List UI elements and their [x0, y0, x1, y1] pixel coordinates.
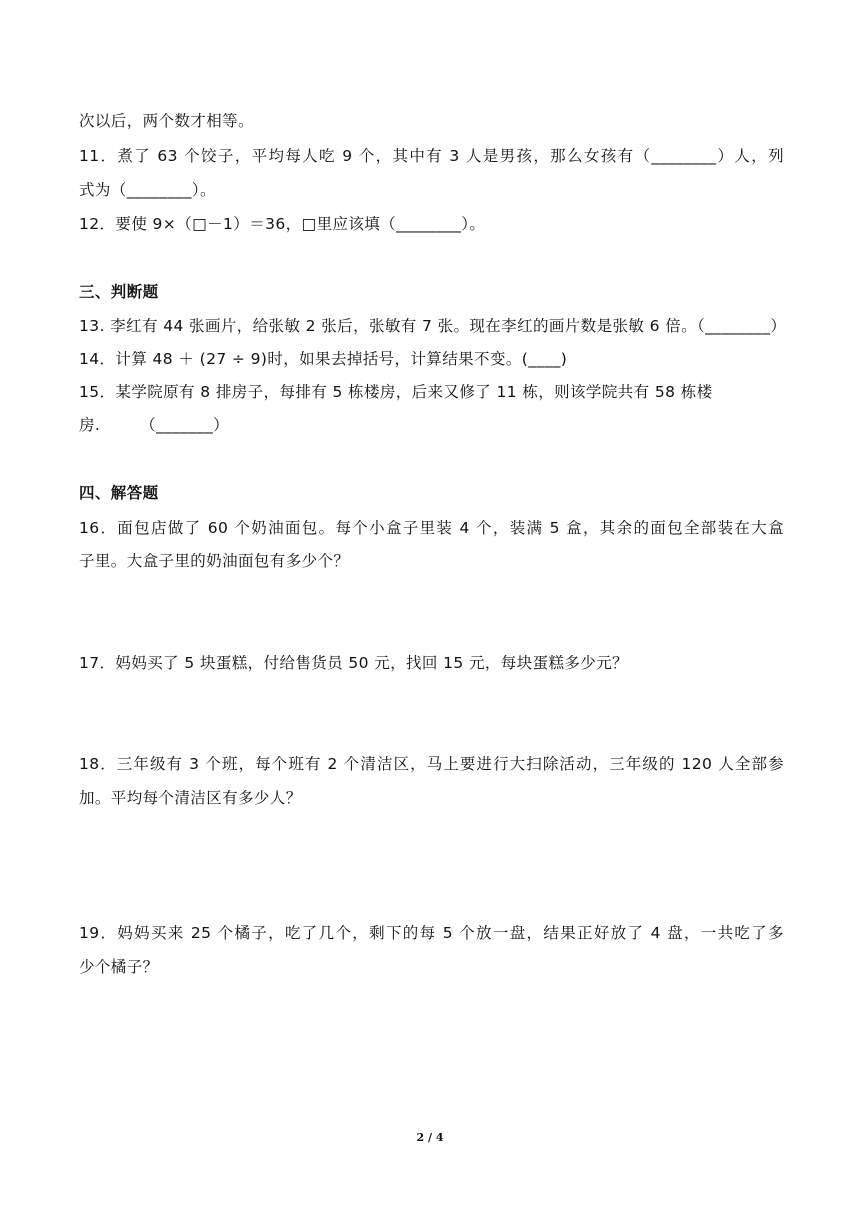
question-11-line-2: 式为（________）。: [79, 181, 216, 199]
section-heading-answers: 四、解答题: [79, 484, 159, 502]
question-15-line-2: 房. （_______）: [79, 416, 230, 434]
question-13: 13. 李红有 44 张画片，给张敏 2 张后，张敏有 7 张。现在李红的画片数是张敏 6 倍。（________）: [79, 317, 787, 335]
question-16-line-2: 子里。大盒子里的奶油面包有多少个？: [79, 552, 350, 570]
question-10-continuation: 次以后，两个数才相等。: [79, 112, 254, 130]
section-heading-judgement: 三、判断题: [79, 283, 159, 301]
question-18-line-2: 加。平均每个清洁区有多少人？: [79, 789, 302, 807]
question-18-line-1: 18．三年级有 3 个班，每个班有 2 个清洁区，马上要进行大扫除活动，三年级的 120 人全部参: [79, 755, 784, 773]
page-number: 2 / 4: [416, 1131, 444, 1144]
question-19-line-2: 少个橘子？: [79, 958, 159, 976]
question-19-line-1: 19．妈妈买来 25 个橘子，吃了几个，剩下的每 5 个放一盘，结果正好放了 4 盘，一共吃了多: [79, 924, 784, 942]
question-15-line-1: 15．某学院原有 8 排房子，每排有 5 栋楼房，后来又修了 11 栋，则该学院共有 58 栋楼: [79, 383, 713, 401]
question-11-line-1: 11．煮了 63 个饺子，平均每人吃 9 个，其中有 3 人是男孩，那么女孩有（________）人，列: [79, 147, 784, 165]
question-12: 12．要使 9×（□－1）＝36，□里应该填（________）。: [79, 215, 486, 233]
question-16-line-1: 16．面包店做了 60 个奶油面包。每个小盒子里装 4 个，装满 5 盒，其余的面包全部装在大盒: [79, 519, 784, 537]
question-14: 14．计算 48 ＋ (27 ÷ 9)时，如果去掉括号，计算结果不变。(____): [79, 350, 568, 368]
question-17: 17．妈妈买了 5 块蛋糕，付给售货员 50 元，找回 15 元，每块蛋糕多少元？: [79, 654, 628, 672]
